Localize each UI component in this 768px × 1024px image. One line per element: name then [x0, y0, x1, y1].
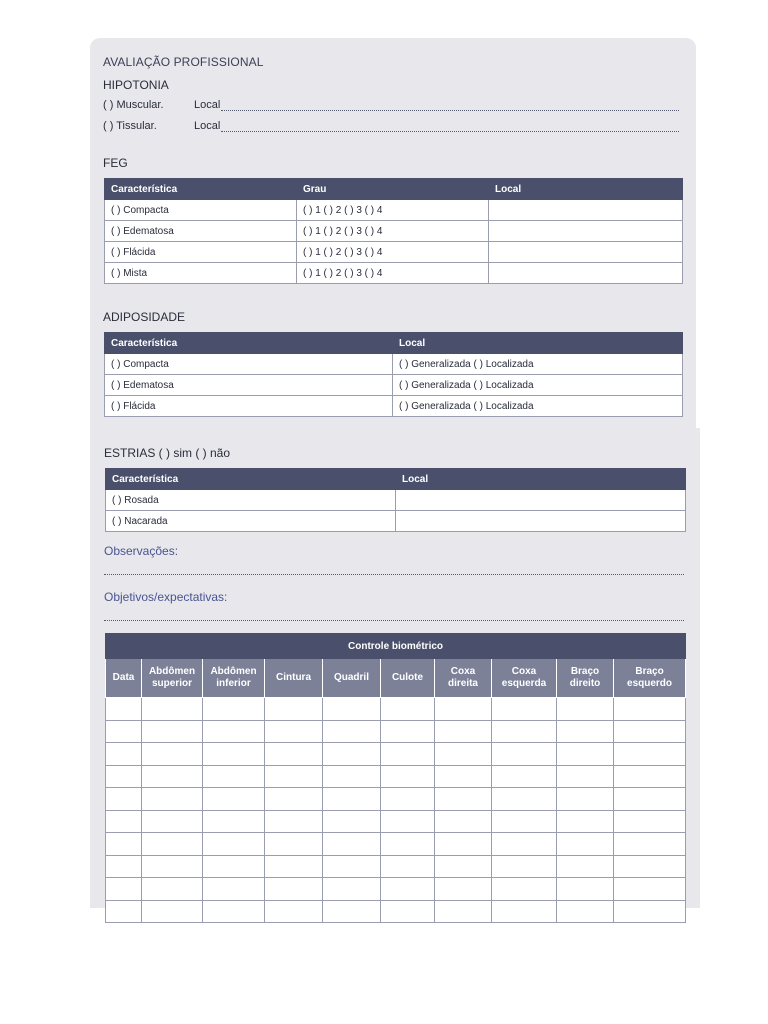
adiposidade-table [104, 332, 683, 417]
biometric-entry-cell[interactable] [557, 765, 614, 788]
biometric-entry-cell[interactable] [106, 900, 142, 923]
estrias-caracteristica-cell[interactable]: ( ) Rosada [106, 490, 396, 511]
table-row [106, 788, 686, 811]
adiposidade-local-cell[interactable]: ( ) Generalizada ( ) Localizada [393, 396, 683, 417]
feg-table [104, 178, 683, 284]
feg-grau-cell[interactable]: ( ) 1 ( ) 2 ( ) 3 ( ) 4 [297, 221, 489, 242]
biometric-entry-cell[interactable] [381, 788, 435, 811]
biometric-header-braco-direito: Braço direito [557, 659, 614, 698]
adiposidade-caracteristica-cell[interactable]: ( ) Compacta [105, 354, 393, 375]
biometric-entry-cell[interactable] [435, 788, 492, 811]
adiposidade-local-cell[interactable]: ( ) Generalizada ( ) Localizada [393, 375, 683, 396]
biometric-entry-cell[interactable] [142, 810, 203, 833]
biometric-entry-cell[interactable] [106, 855, 142, 878]
biometric-entry-cell[interactable] [492, 833, 557, 856]
feg-header-local: Local [489, 179, 683, 200]
feg-grau-cell[interactable]: ( ) 1 ( ) 2 ( ) 3 ( ) 4 [297, 200, 489, 221]
biometric-entry-cell[interactable] [265, 833, 323, 856]
biometric-header-quadril: Quadril [323, 659, 381, 698]
biometric-entry-cell[interactable] [142, 878, 203, 901]
biometric-entry-cell[interactable] [203, 765, 265, 788]
biometric-entry-cell[interactable] [557, 900, 614, 923]
adiposidade-title: ADIPOSIDADE [103, 310, 186, 324]
hipotonia-title: HIPOTONIA [103, 78, 169, 92]
hipotonia-muscular-local-field[interactable] [221, 110, 679, 111]
biometric-entry-cell[interactable] [142, 720, 203, 743]
table-row [106, 698, 686, 721]
biometric-header-culote: Culote [381, 659, 435, 698]
table-row [105, 221, 683, 242]
feg-grau-cell[interactable]: ( ) 1 ( ) 2 ( ) 3 ( ) 4 [297, 242, 489, 263]
table-row [105, 242, 683, 263]
biometric-title: Controle biométrico [106, 634, 686, 659]
biometric-entry-cell[interactable] [557, 833, 614, 856]
biometric-title-row [106, 634, 686, 659]
form-card-edge [690, 428, 700, 908]
feg-local-cell[interactable] [489, 200, 683, 221]
biometric-entry-cell[interactable] [323, 855, 381, 878]
biometric-entry-cell[interactable] [614, 900, 686, 923]
biometric-entry-cell[interactable] [614, 810, 686, 833]
biometric-entry-cell[interactable] [106, 720, 142, 743]
table-row [106, 743, 686, 766]
biometric-entry-cell[interactable] [265, 878, 323, 901]
biometric-entry-cell[interactable] [142, 788, 203, 811]
biometric-entry-cell[interactable] [614, 878, 686, 901]
table-row [105, 375, 683, 396]
biometric-entry-cell[interactable] [381, 743, 435, 766]
biometric-entry-cell[interactable] [203, 810, 265, 833]
biometric-entry-cell[interactable] [265, 698, 323, 721]
biometric-entry-cell[interactable] [557, 720, 614, 743]
table-row [106, 855, 686, 878]
biometric-entry-cell[interactable] [492, 698, 557, 721]
biometric-entry-cell[interactable] [614, 765, 686, 788]
biometric-entry-cell[interactable] [381, 900, 435, 923]
biometric-entry-cell[interactable] [492, 788, 557, 811]
biometric-entry-cell[interactable] [435, 833, 492, 856]
biometric-entry-cell[interactable] [203, 855, 265, 878]
hipotonia-tissular-option[interactable]: ( ) Tissular. [103, 120, 157, 132]
biometric-entry-cell[interactable] [203, 788, 265, 811]
biometric-entry-cell[interactable] [557, 878, 614, 901]
table-row [105, 263, 683, 284]
biometric-entry-cell[interactable] [203, 720, 265, 743]
table-row [106, 900, 686, 923]
biometric-entry-cell[interactable] [492, 720, 557, 743]
biometric-entry-cell[interactable] [203, 743, 265, 766]
biometric-entry-cell[interactable] [106, 810, 142, 833]
biometric-entry-cell[interactable] [203, 878, 265, 901]
table-row [106, 810, 686, 833]
biometric-entry-cell[interactable] [435, 878, 492, 901]
biometric-header-row [106, 659, 686, 698]
biometric-entry-cell[interactable] [492, 878, 557, 901]
biometric-entry-cell[interactable] [557, 788, 614, 811]
biometric-entry-cell[interactable] [265, 788, 323, 811]
biometric-entry-cell[interactable] [614, 698, 686, 721]
feg-caracteristica-cell[interactable]: ( ) Flácida [105, 242, 297, 263]
biometric-entry-cell[interactable] [557, 810, 614, 833]
biometric-entry-cell[interactable] [435, 810, 492, 833]
page-title: AVALIAÇÃO PROFISSIONAL [103, 55, 264, 69]
biometric-entry-cell[interactable] [492, 900, 557, 923]
biometric-header-braco-esquerdo: Braço esquerdo [614, 659, 686, 698]
feg-header-grau: Grau [297, 179, 489, 200]
biometric-entry-cell[interactable] [142, 833, 203, 856]
adiposidade-caracteristica-cell[interactable]: ( ) Flácida [105, 396, 393, 417]
biometric-entry-cell[interactable] [142, 698, 203, 721]
biometric-entry-cell[interactable] [492, 765, 557, 788]
biometric-entry-cell[interactable] [142, 765, 203, 788]
feg-caracteristica-cell[interactable]: ( ) Compacta [105, 200, 297, 221]
adiposidade-local-cell[interactable]: ( ) Generalizada ( ) Localizada [393, 354, 683, 375]
biometric-entry-cell[interactable] [265, 720, 323, 743]
hipotonia-muscular-local-label: Local [194, 99, 221, 111]
biometric-entry-cell[interactable] [381, 698, 435, 721]
hipotonia-tissular-local-label: Local [194, 120, 221, 132]
adiposidade-caracteristica-cell[interactable]: ( ) Edematosa [105, 375, 393, 396]
feg-local-cell[interactable] [489, 242, 683, 263]
feg-local-cell[interactable] [489, 221, 683, 242]
feg-caracteristica-cell[interactable]: ( ) Mista [105, 263, 297, 284]
estrias-table [105, 468, 686, 532]
biometric-entry-cell[interactable] [381, 765, 435, 788]
estrias-header-row [106, 469, 686, 490]
table-row [106, 511, 686, 532]
estrias-title: ESTRIAS ( ) sim ( ) não [104, 446, 231, 460]
estrias-caracteristica-cell[interactable]: ( ) Nacarada [106, 511, 396, 532]
biometric-entry-cell[interactable] [323, 765, 381, 788]
estrias-local-cell[interactable] [396, 490, 686, 511]
biometric-entry-cell[interactable] [142, 855, 203, 878]
biometric-entry-cell[interactable] [323, 720, 381, 743]
biometric-entry-cell[interactable] [435, 855, 492, 878]
biometric-entry-cell[interactable] [435, 698, 492, 721]
observacoes-label: Observações: [104, 544, 179, 558]
biometric-entry-cell[interactable] [106, 878, 142, 901]
feg-grau-cell[interactable]: ( ) 1 ( ) 2 ( ) 3 ( ) 4 [297, 263, 489, 284]
biometric-entry-cell[interactable] [614, 720, 686, 743]
biometric-entry-cell[interactable] [323, 833, 381, 856]
biometric-entry-cell[interactable] [614, 788, 686, 811]
table-row [105, 396, 683, 417]
biometric-header-cintura: Cintura [265, 659, 323, 698]
biometric-entry-cell[interactable] [381, 855, 435, 878]
observacoes-field[interactable] [104, 574, 684, 575]
hipotonia-muscular-option[interactable]: ( ) Muscular. [103, 99, 164, 111]
biometric-entry-cell[interactable] [381, 810, 435, 833]
biometric-entry-cell[interactable] [614, 833, 686, 856]
biometric-entry-cell[interactable] [106, 743, 142, 766]
biometric-header-abdomen-superior: Abdômen superior [142, 659, 203, 698]
estrias-header-caracteristica: Característica [106, 469, 396, 490]
table-row [105, 200, 683, 221]
biometric-entry-cell[interactable] [381, 878, 435, 901]
table-row [105, 354, 683, 375]
biometric-entry-cell[interactable] [323, 788, 381, 811]
biometric-header-abdomen-inferior: Abdômen inferior [203, 659, 265, 698]
objetivos-field[interactable] [104, 620, 684, 621]
adiposidade-header-row [105, 333, 683, 354]
biometric-entry-cell[interactable] [381, 720, 435, 743]
biometric-entry-cell[interactable] [492, 810, 557, 833]
biometric-entry-cell[interactable] [106, 765, 142, 788]
biometric-entry-cell[interactable] [142, 900, 203, 923]
biometric-header-coxa-esquerda: Coxa esquerda [492, 659, 557, 698]
adiposidade-header-local: Local [393, 333, 683, 354]
biometric-entry-cell[interactable] [265, 900, 323, 923]
objetivos-label: Objetivos/expectativas: [104, 590, 228, 604]
feg-local-cell[interactable] [489, 263, 683, 284]
biometric-entry-cell[interactable] [614, 855, 686, 878]
biometric-entry-cell[interactable] [435, 743, 492, 766]
feg-header-row [105, 179, 683, 200]
biometric-entry-cell[interactable] [323, 810, 381, 833]
biometric-entry-cell[interactable] [142, 743, 203, 766]
estrias-local-cell[interactable] [396, 511, 686, 532]
biometric-entry-cell[interactable] [106, 698, 142, 721]
biometric-entry-cell[interactable] [265, 855, 323, 878]
biometric-entry-cell[interactable] [106, 833, 142, 856]
biometric-entry-cell[interactable] [435, 720, 492, 743]
table-row [106, 833, 686, 856]
biometric-header-coxa-direita: Coxa direita [435, 659, 492, 698]
biometric-entry-cell[interactable] [323, 743, 381, 766]
biometric-entry-cell[interactable] [435, 900, 492, 923]
table-row [106, 765, 686, 788]
biometric-table [105, 633, 686, 923]
biometric-entry-cell[interactable] [203, 833, 265, 856]
biometric-entry-cell[interactable] [492, 855, 557, 878]
biometric-entry-cell[interactable] [557, 743, 614, 766]
hipotonia-tissular-local-field[interactable] [221, 131, 679, 132]
estrias-header-local: Local [396, 469, 686, 490]
biometric-entry-cell[interactable] [381, 833, 435, 856]
table-row [106, 720, 686, 743]
feg-title: FEG [103, 156, 128, 170]
biometric-entry-cell[interactable] [265, 743, 323, 766]
biometric-entry-cell[interactable] [265, 810, 323, 833]
biometric-entry-cell[interactable] [557, 855, 614, 878]
table-row [106, 490, 686, 511]
biometric-entry-cell[interactable] [323, 878, 381, 901]
biometric-entry-cell[interactable] [265, 765, 323, 788]
biometric-entry-cell[interactable] [203, 698, 265, 721]
biometric-entry-cell[interactable] [323, 698, 381, 721]
biometric-entry-cell[interactable] [435, 765, 492, 788]
biometric-entry-cell[interactable] [106, 788, 142, 811]
feg-caracteristica-cell[interactable]: ( ) Edematosa [105, 221, 297, 242]
feg-header-caracteristica: Característica [105, 179, 297, 200]
biometric-entry-cell[interactable] [492, 743, 557, 766]
biometric-entry-cell[interactable] [614, 743, 686, 766]
table-row [106, 878, 686, 901]
adiposidade-header-caracteristica: Característica [105, 333, 393, 354]
biometric-entry-cell[interactable] [203, 900, 265, 923]
biometric-header-data: Data [106, 659, 142, 698]
biometric-entry-cell[interactable] [557, 698, 614, 721]
biometric-entry-cell[interactable] [323, 900, 381, 923]
